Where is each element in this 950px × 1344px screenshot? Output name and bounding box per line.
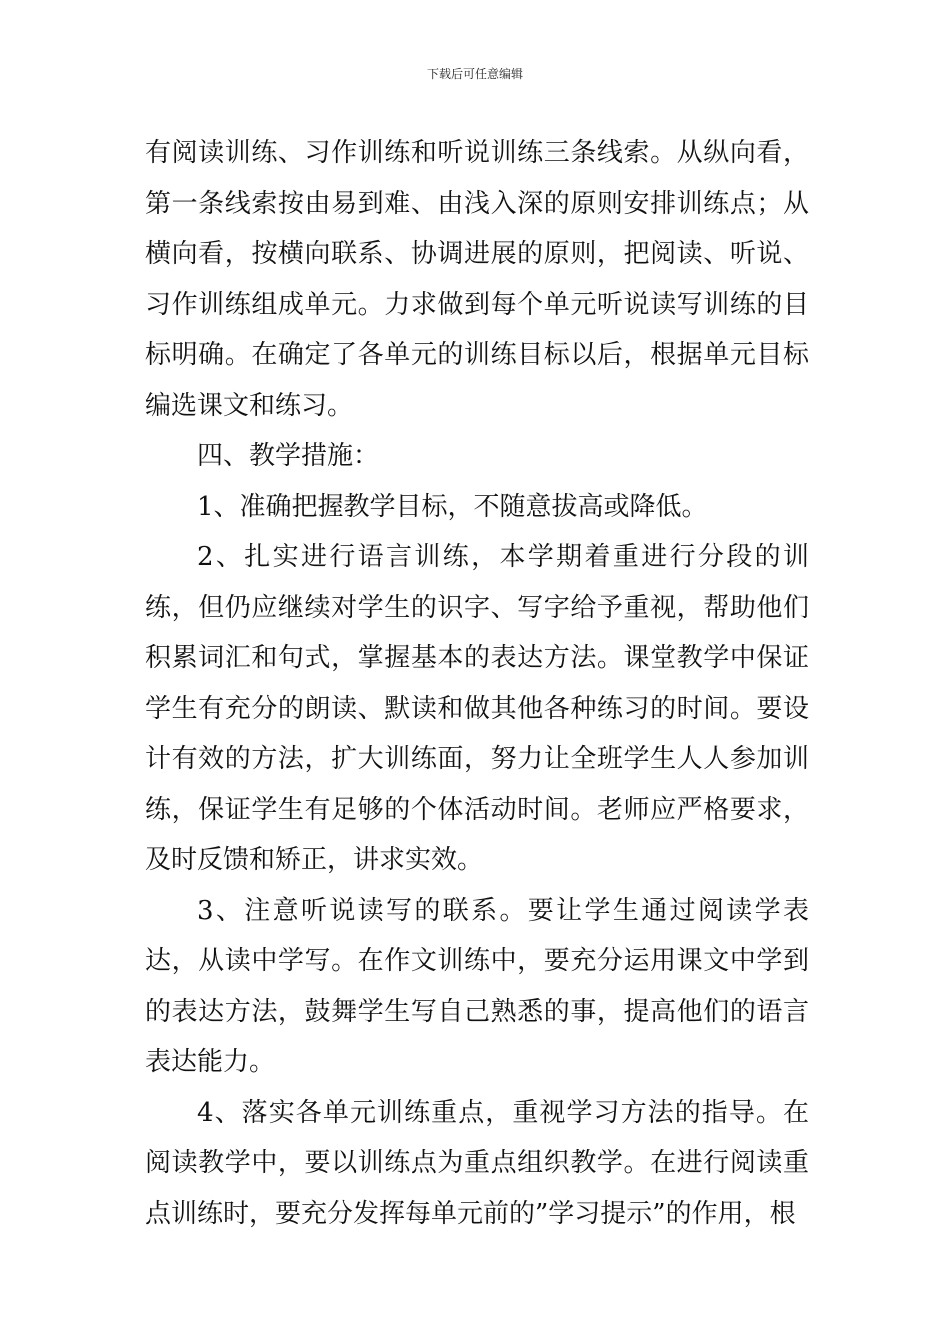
document-body bbox=[145, 128, 809, 1239]
paragraph-measure-4: 4、落实各单元训练重点，重视学习方法的指导。在阅读教学中，要以训练点为重点组织教学。在进行阅读重点训练时，要充分发挥每单元前的”学习提示”的作用，根 bbox=[145, 1097, 809, 1229]
paragraph-continuation: 有阅读训练、习作训练和听说训练三条线索。从纵向看，第一条线索按由易到难、由浅入深的原则安排训练点；从横向看，按横向联系、协调进展的原则，把阅读、听说、习作训练组成单元。力求做到每个单元听说读写训练的目标明确。在确定了各单元的训练目标以后，根据单元目标编选课文和练习。 bbox=[145, 138, 809, 421]
paragraph-measure-3: 3、注意听说读写的联系。要让学生通过阅读学表达，从读中学写。在作文训练中，要充分运用课文中学到的表达方法，鼓舞学生写自己熟悉的事，提高他们的语言表达能力。 bbox=[145, 895, 809, 1077]
paragraph-measure-2: 2、扎实进行语言训练，本学期着重进行分段的训练，但仍应继续对学生的识字、写字给予重视，帮助他们积累词汇和句式，掌握基本的表达方法。课堂教学中保证学生有充分的朗读、默读和做其他各种练习的时间。要设计有效的方法，扩大训练面，努力让全班学生人人参加训练，保证学生有足够的个体活动时间。老师应严格要求，及时反馈和矫正，讲求实效。 bbox=[145, 542, 809, 875]
section-heading-teaching-measures: 四、教学措施： bbox=[197, 441, 380, 471]
page-header-note: 下载后可任意编辑 bbox=[426, 67, 523, 81]
paragraph-measure-1: 1、准确把握教学目标，不随意拔高或降低。 bbox=[197, 491, 708, 522]
